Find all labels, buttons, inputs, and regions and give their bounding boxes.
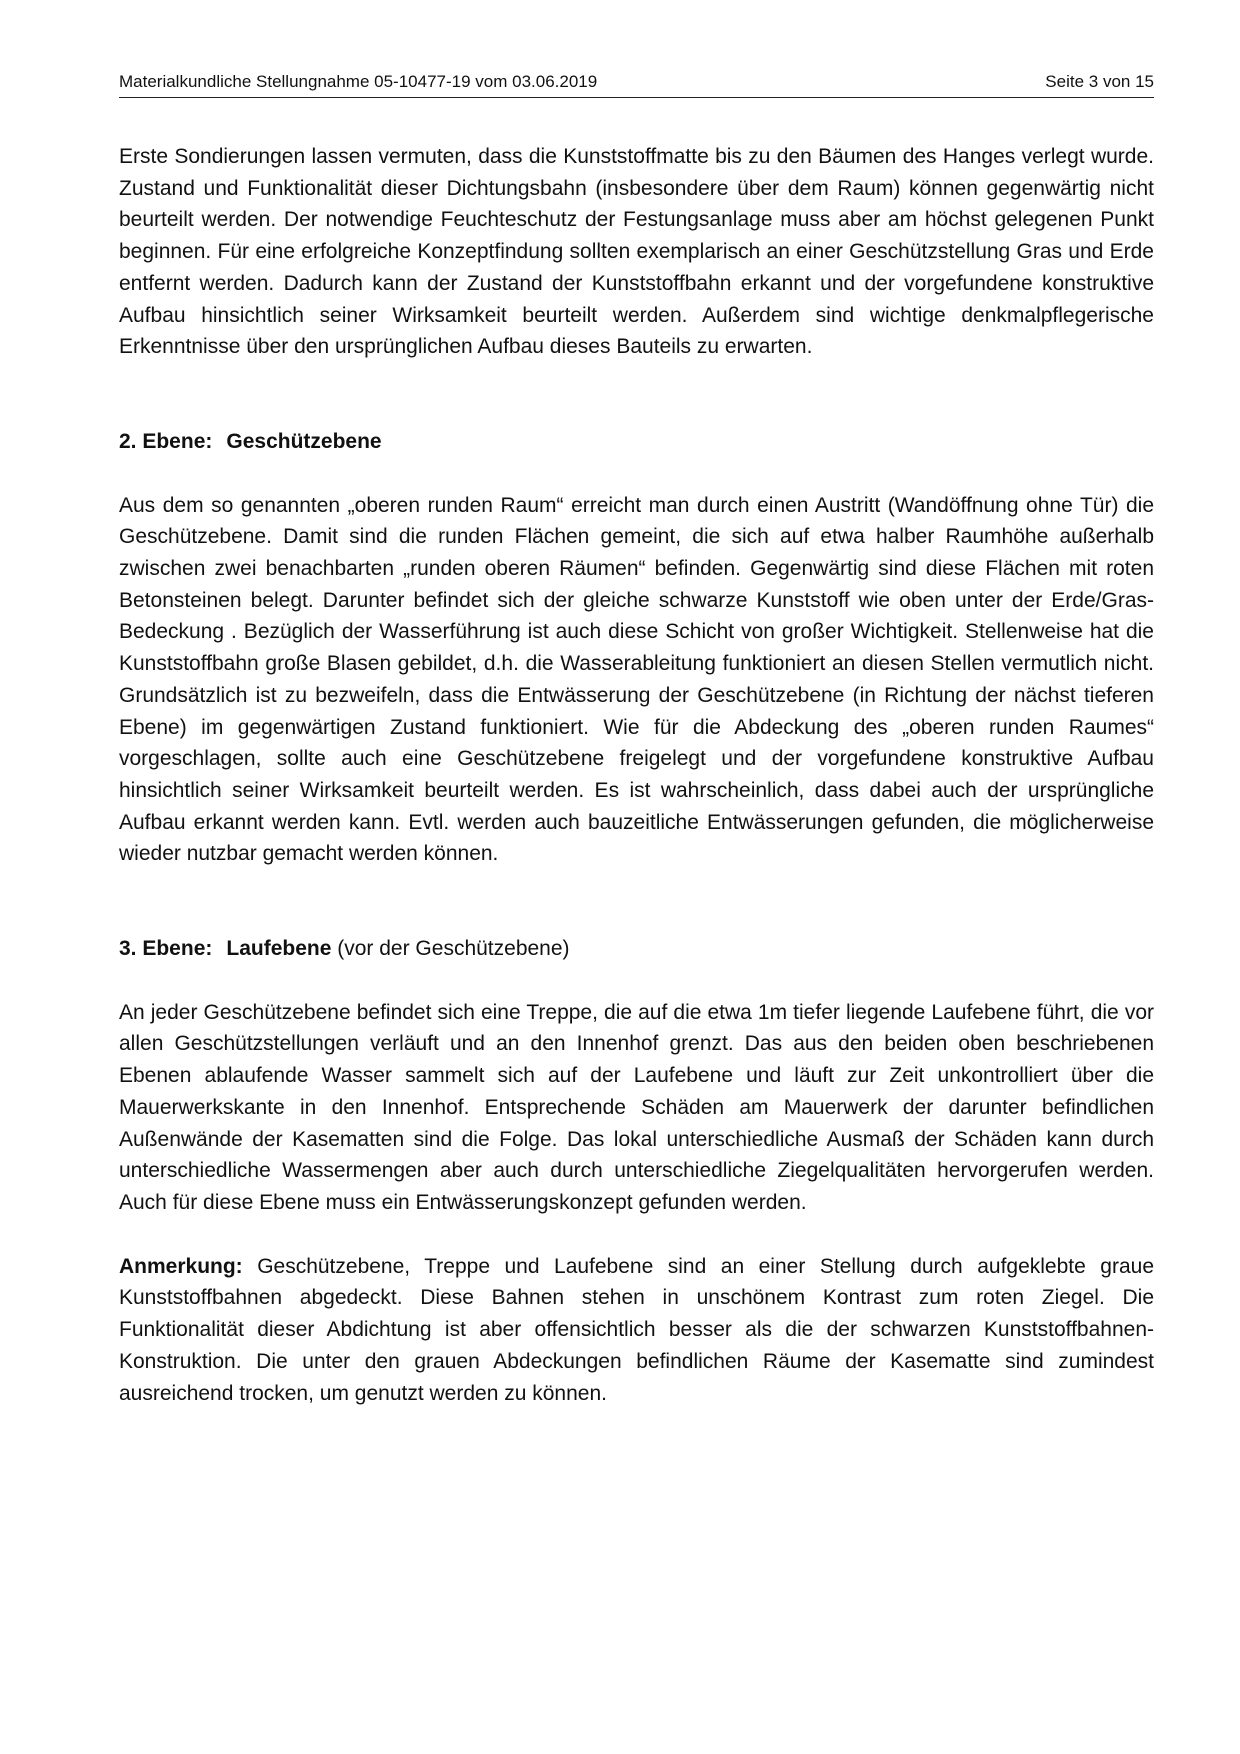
header-document-title: Materialkundliche Stellungnahme 05-10477-19 vom 03.06.2019 bbox=[119, 72, 598, 91]
section-2-title: Geschützebene bbox=[226, 429, 382, 453]
header-page-number: Seite 3 von 15 bbox=[1045, 72, 1154, 91]
note-label: Anmerkung: bbox=[119, 1254, 243, 1278]
section-3-paragraph: An jeder Geschützebene befindet sich eine Treppe, die auf die etwa 1m tiefer liegende Laufebene führt, die vor allen Geschützstellungen verläuft und an den Innenhof grenzt. Das aus den beiden oben beschriebenen Ebenen ablaufende Wasser sammelt sich auf der Laufebene und läuft zur Zeit unkontrolliert über die Mauerwerkskante in den Innenhof. Entsprechende Schäden am Mauerwerk der darunter befindlichen Außenwände der Kasematten sind die Folge. Das lokal unterschiedliche Ausmaß der Schäden kann durch unterschiedliche Wassermengen aber auch durch unterschiedliche Ziegelqualitäten hervorgerufen werden. Auch für diese Ebene muss ein Entwässerungskonzept gefunden werden. bbox=[119, 1000, 1154, 1214]
intro-paragraph: Erste Sondierungen lassen vermuten, dass die Kunststoffmatte bis zu den Bäumen des Hanges verlegt wurde. Zustand und Funktionalität dieser Dichtungsbahn (insbesondere über dem Raum) können gegenwärtig nicht beurteilt werden. Der notwendige Feuchteschutz der Festungsanlage muss aber am höchst gelegenen Punkt beginnen. Für eine erfolgreiche Konzeptfindung sollten exemplarisch an einer Geschützstellung Gras und Erde entfernt werden. Dadurch kann der Zustand der Kunststoffbahn erkannt und der vorgefundene konstruktive Aufbau hinsichtlich seiner Wirksamkeit beurteilt werden. Außerdem sind wichtige denkmalpflegerische Erkenntnisse über den ursprünglichen Aufbau dieses Bauteils zu erwarten. bbox=[119, 145, 1154, 359]
section-2-paragraph: Aus dem so genannten „oberen runden Raum“ erreicht man durch einen Austritt (Wandöffnung ohne Tür) die Geschützebene. Damit sind die runden Flächen gemeint, die sich auf etwa halber Raumhöhe außerhalb zwischen zwei benachbarten „runden oberen Räumen“ befinden. Gegenwärtig sind diese Flächen mit roten Betonsteinen belegt. Darunter befindet sich der gleiche schwarze Kunststoff wie oben unter der Erde/Gras-Bedeckung . Bezüglich der Wasserführung ist auch diese Schicht von großer Wichtigkeit. Stellenweise hat die Kunststoffbahn große Blasen gebildet, d.h. die Wasserableitung funktioniert an diesen Stellen vermutlich nicht. Grundsätzlich ist zu bezweifeln, dass die Entwässerung der Geschützebene (in Richtung der nächst tieferen Ebene) im gegenwärtigen Zustand funktioniert. Wie für die Abdeckung des „oberen runden Raumes“ vorgeschlagen, sollte auch eine Geschützebene freigelegt und der vorgefundene konstruktive Aufbau hinsichtlich seiner Wirksamkeit beurteilt werden. Es ist wahrscheinlich, dass dabei auch der ursprüngliche Aufbau erkannt werden kann. Evtl. werden auch bauzeitliche Entwässerungen gefunden, die möglicherweise wieder nutzbar gemacht werden können. bbox=[119, 493, 1154, 866]
note-paragraph bbox=[119, 1251, 1154, 1410]
section-2-heading bbox=[119, 426, 1154, 458]
page-header bbox=[119, 72, 1154, 98]
section-3-title: Laufebene bbox=[226, 937, 332, 961]
section-3-heading bbox=[119, 933, 1154, 965]
note-text: Geschützebene, Treppe und Laufebene sind an einer Stellung durch aufgeklebte graue Kunststoffbahnen abgedeckt. Diese Bahnen stehen in unschönem Kontrast zum roten Ziegel. Die Funktionalität dieser Abdichtung ist aber offensichtlich besser als die der schwarzen Kunststoffbahnen-Konstruktion. Die unter den grauen Abdeckungen befindlichen Räume der Kasematte sind zumindest ausreichend trocken, um genutzt werden zu können. bbox=[119, 1254, 1154, 1405]
section-2-number: 2. Ebene: bbox=[119, 429, 213, 453]
section-3-number: 3. Ebene: bbox=[119, 937, 213, 961]
page-content bbox=[119, 141, 1154, 1409]
section-3-subtitle: (vor der Geschützebene) bbox=[337, 937, 570, 961]
